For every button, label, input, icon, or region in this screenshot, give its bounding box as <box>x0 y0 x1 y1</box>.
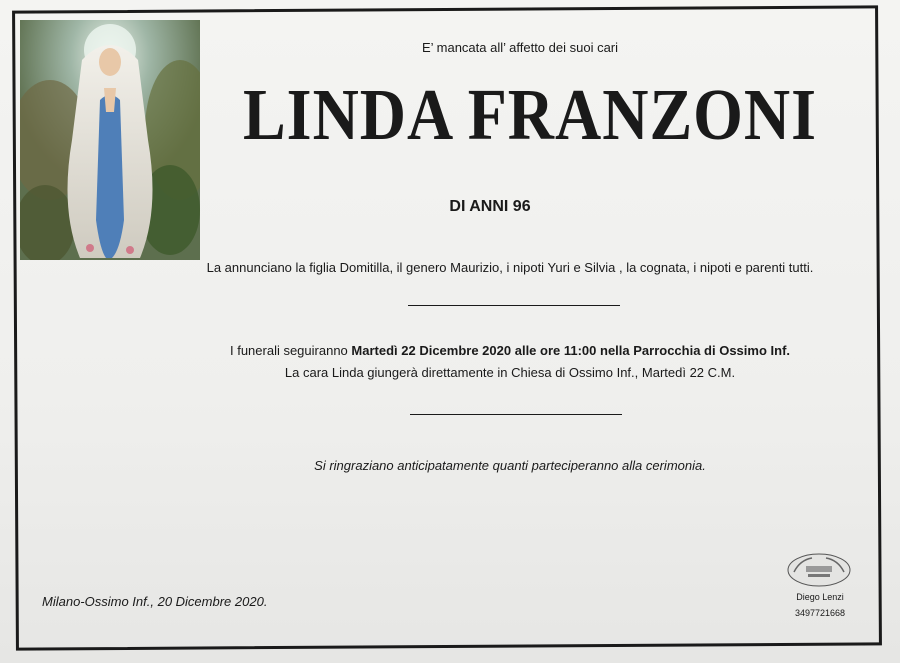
place-date-text: Milano-Ossimo Inf., 20 Dicembre 2020. <box>42 594 268 609</box>
announcement-text: La annunciano la figlia Domitilla, il genero Maurizio, i nipoti Yuri e Silvia , la cognata, i nipoti e parenti tutti. <box>206 260 814 275</box>
thanks-text: Si ringraziano anticipatamente quanti parteciperanno alla cerimonia. <box>314 458 706 473</box>
funeral-details <box>150 340 870 384</box>
deceased-name: LINDA FRANZONI <box>242 73 818 156</box>
funeral-line-1 <box>150 340 870 362</box>
signature-phone: 3497721668 <box>794 608 846 618</box>
age-text: DI ANNI 96 <box>449 198 531 215</box>
divider-line <box>410 414 622 415</box>
funeral-time-place: alle ore 11:00 nella Parrocchia di Ossimo Inf. <box>511 343 791 358</box>
funeral-prefix: I funerali seguiranno <box>229 343 352 358</box>
madonna-image-icon <box>20 20 200 260</box>
intro-text: E’ mancata all’ affetto dei suoi cari <box>421 40 619 55</box>
divider-line <box>408 305 620 306</box>
funeral-home-logo-icon <box>786 552 852 588</box>
funeral-line-2: La cara Linda giungerà direttamente in Chiesa di Ossimo Inf., Martedì 22 C.M. <box>284 365 736 380</box>
signature-name: Diego Lenzi <box>796 592 844 602</box>
funeral-date: Martedì 22 Dicembre 2020 <box>351 343 512 358</box>
